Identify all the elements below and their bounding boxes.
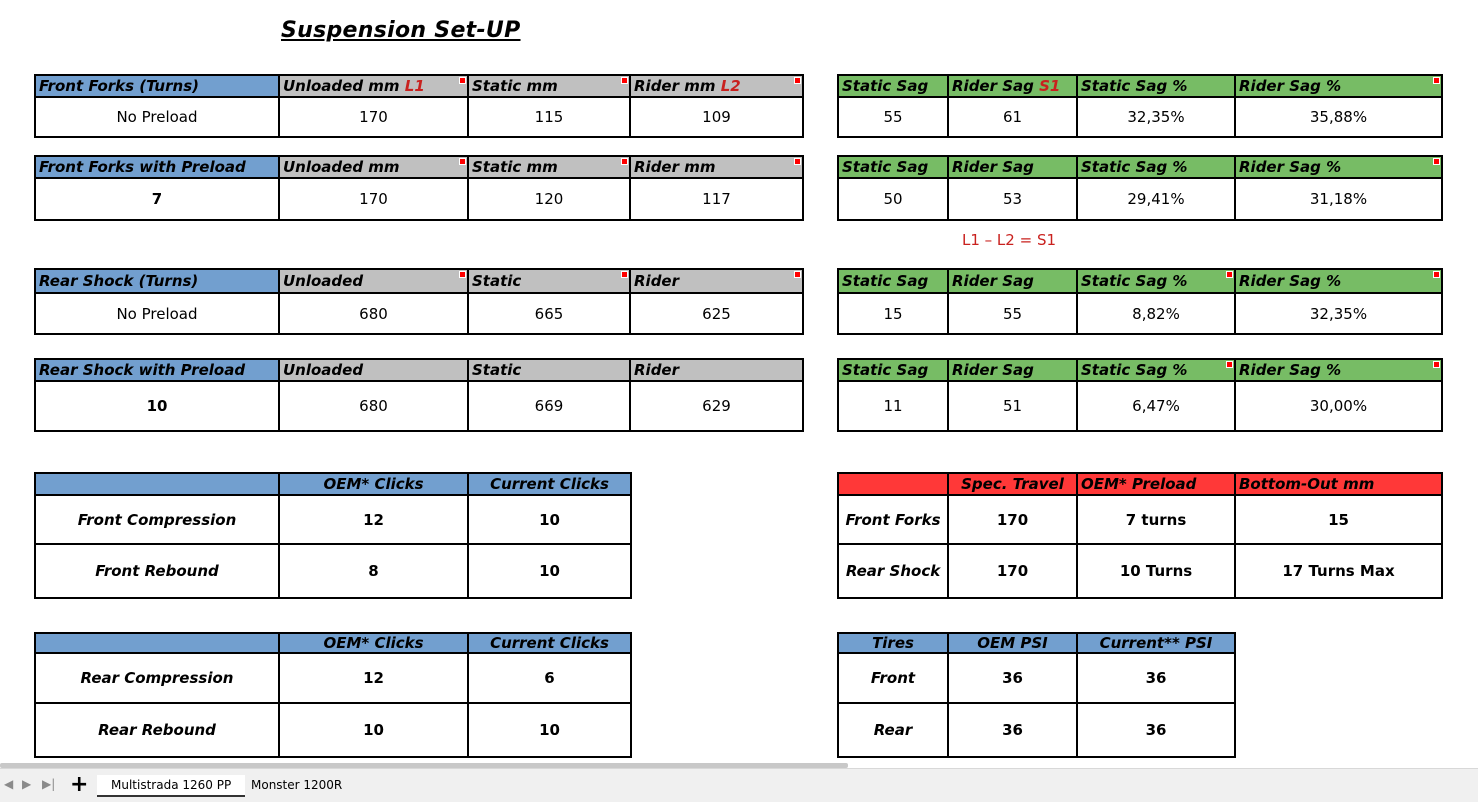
rear-shock-label[interactable]: Rear Shock: [838, 544, 948, 598]
front-tire-current-psi[interactable]: 36: [1077, 653, 1235, 703]
rear-spec-travel[interactable]: 170: [948, 544, 1077, 598]
cell-static-sag[interactable]: 11: [838, 381, 948, 431]
tires-table: [837, 632, 1236, 758]
static-header[interactable]: Static: [468, 269, 630, 293]
comment-marker[interactable]: [794, 271, 801, 278]
oem-clicks-header[interactable]: OEM* Clicks: [279, 633, 468, 653]
rider-mm-header[interactable]: Rider mm L2: [630, 75, 803, 97]
cell-static-sag[interactable]: 55: [838, 97, 948, 137]
rear-clicks-table: [34, 632, 632, 758]
cell-rider[interactable]: 109: [630, 97, 803, 137]
rear-shock-header[interactable]: Rear Shock (Turns): [35, 269, 279, 293]
cell-rider-sag[interactable]: 55: [948, 293, 1077, 334]
cell-static[interactable]: 120: [468, 178, 630, 220]
sheet-tab-multistrada[interactable]: Multistrada 1260 PP: [97, 775, 245, 797]
rear-tire-oem-psi[interactable]: 36: [948, 703, 1077, 757]
rear-oem-preload[interactable]: 10 Turns: [1077, 544, 1235, 598]
cell-static-sag[interactable]: 50: [838, 178, 948, 220]
cell-preload[interactable]: 10: [35, 381, 279, 431]
tires-header[interactable]: Tires: [838, 633, 948, 653]
front-bottom-out[interactable]: 15: [1235, 495, 1442, 544]
rear-tire-current-psi[interactable]: 36: [1077, 703, 1235, 757]
last-sheet-icon[interactable]: ▶|: [42, 777, 56, 791]
cell-static-sag-pct[interactable]: 29,41%: [1077, 178, 1235, 220]
rider-sag-header[interactable]: Rider Sag S1: [948, 75, 1077, 97]
spec-travel-header[interactable]: Spec. Travel: [948, 473, 1077, 495]
static-sag-pct-header[interactable]: Static Sag %: [1077, 75, 1235, 97]
comment-marker[interactable]: [1433, 77, 1440, 84]
front-forks-preload-table: [34, 155, 804, 221]
rear-shock-table: [34, 268, 804, 335]
rear-shock-preload-header[interactable]: Rear Shock with Preload: [35, 359, 279, 381]
rider-mm-header[interactable]: Rider mm: [630, 156, 803, 178]
comment-marker[interactable]: [1433, 271, 1440, 278]
spec-corner[interactable]: [838, 473, 948, 495]
cell-static[interactable]: 115: [468, 97, 630, 137]
cell-rider-sag-pct[interactable]: 30,00%: [1235, 381, 1442, 431]
cell-static-sag-pct[interactable]: 8,82%: [1077, 293, 1235, 334]
static-sag-header[interactable]: Static Sag: [838, 156, 948, 178]
front-spec-travel[interactable]: 170: [948, 495, 1077, 544]
cell-rider[interactable]: 629: [630, 381, 803, 431]
cell-rider-sag-pct[interactable]: 32,35%: [1235, 293, 1442, 334]
cell-rider-sag-pct[interactable]: 31,18%: [1235, 178, 1442, 220]
rear-clicks-corner[interactable]: [35, 633, 279, 653]
front-forks-preload-sag-table: [837, 155, 1443, 221]
comment-marker[interactable]: [459, 158, 466, 165]
rear-bottom-out[interactable]: 17 Turns Max: [1235, 544, 1442, 598]
cell-unloaded[interactable]: 170: [279, 178, 468, 220]
front-rebound-current[interactable]: 10: [468, 544, 631, 598]
unloaded-mm-header[interactable]: Unloaded mm L1: [279, 75, 468, 97]
comment-marker[interactable]: [794, 77, 801, 84]
cell-unloaded[interactable]: 680: [279, 293, 468, 334]
front-compression-oem[interactable]: 12: [279, 495, 468, 544]
cell-static[interactable]: 669: [468, 381, 630, 431]
sheet-tab-bar: [0, 768, 1478, 802]
comment-marker[interactable]: [621, 158, 628, 165]
static-sag-pct-header[interactable]: Static Sag %: [1077, 156, 1235, 178]
comment-marker[interactable]: [621, 77, 628, 84]
cell-rider-sag[interactable]: 51: [948, 381, 1077, 431]
rider-sag-pct-header[interactable]: Rider Sag %: [1235, 359, 1442, 381]
oem-psi-header[interactable]: OEM PSI: [948, 633, 1077, 653]
rear-rebound-oem[interactable]: 10: [279, 703, 468, 757]
spec-table: [837, 472, 1443, 599]
front-forks-preload-header[interactable]: Front Forks with Preload: [35, 156, 279, 178]
cell-static-sag-pct[interactable]: 6,47%: [1077, 381, 1235, 431]
front-rebound-oem[interactable]: 8: [279, 544, 468, 598]
current-clicks-header[interactable]: Current Clicks: [468, 633, 631, 653]
next-sheet-icon[interactable]: ▶: [22, 777, 32, 791]
static-header[interactable]: Static: [468, 359, 630, 381]
static-sag-header[interactable]: Static Sag: [838, 75, 948, 97]
sheet-title: Suspension Set-UP: [281, 18, 521, 43]
rear-shock-preload-sag-table: [837, 358, 1443, 432]
static-sag-header[interactable]: Static Sag: [838, 269, 948, 293]
oem-clicks-header[interactable]: OEM* Clicks: [279, 473, 468, 495]
front-oem-preload[interactable]: 7 turns: [1077, 495, 1235, 544]
oem-preload-header[interactable]: OEM* Preload: [1077, 473, 1235, 495]
rear-shock-preload-table: [34, 358, 804, 432]
comment-marker[interactable]: [621, 271, 628, 278]
static-mm-header[interactable]: Static mm: [468, 75, 630, 97]
cell-static-sag-pct[interactable]: 32,35%: [1077, 97, 1235, 137]
comment-marker[interactable]: [1433, 361, 1440, 368]
rear-compression-oem[interactable]: 12: [279, 653, 468, 703]
cell-preload[interactable]: 7: [35, 178, 279, 220]
rear-rebound-current[interactable]: 10: [468, 703, 631, 757]
rear-shock-sag-table: [837, 268, 1443, 335]
bottom-out-header[interactable]: Bottom-Out mm: [1235, 473, 1442, 495]
front-clicks-table: [34, 472, 632, 599]
rider-sag-pct-header[interactable]: Rider Sag %: [1235, 75, 1442, 97]
cell-static[interactable]: 665: [468, 293, 630, 334]
current-psi-header[interactable]: Current** PSI: [1077, 633, 1235, 653]
unloaded-header[interactable]: Unloaded: [279, 359, 468, 381]
rear-compression-current[interactable]: 6: [468, 653, 631, 703]
sheet-tab-monster[interactable]: Monster 1200R: [251, 778, 343, 792]
unloaded-header[interactable]: Unloaded: [279, 269, 468, 293]
rider-header[interactable]: Rider: [630, 269, 803, 293]
static-mm-header[interactable]: Static mm: [468, 156, 630, 178]
front-forks-table: [34, 74, 804, 138]
front-tire-oem-psi[interactable]: 36: [948, 653, 1077, 703]
rider-header[interactable]: Rider: [630, 359, 803, 381]
front-forks-sag-table: [837, 74, 1443, 138]
comment-marker[interactable]: [459, 77, 466, 84]
rear-rebound-label[interactable]: Rear Rebound: [35, 703, 279, 757]
rider-sag-header[interactable]: Rider Sag: [948, 156, 1077, 178]
rider-sag-pct-header[interactable]: Rider Sag %: [1235, 269, 1442, 293]
sag-formula: L1 – L2 = S1: [962, 231, 1057, 249]
cell-rider[interactable]: 625: [630, 293, 803, 334]
cell-rider-sag[interactable]: 53: [948, 178, 1077, 220]
static-sag-pct-header[interactable]: Static Sag %: [1077, 269, 1235, 293]
rider-sag-pct-header[interactable]: Rider Sag %: [1235, 156, 1442, 178]
unloaded-mm-header[interactable]: Unloaded mm: [279, 156, 468, 178]
comment-marker[interactable]: [794, 158, 801, 165]
static-sag-pct-header[interactable]: Static Sag %: [1077, 359, 1235, 381]
cell-rider-sag-pct[interactable]: 35,88%: [1235, 97, 1442, 137]
cell-preload[interactable]: No Preload: [35, 293, 279, 334]
front-compression-current[interactable]: 10: [468, 495, 631, 544]
cell-rider-sag[interactable]: 61: [948, 97, 1077, 137]
front-forks-label[interactable]: Front Forks: [838, 495, 948, 544]
first-sheet-icon[interactable]: ◀: [4, 777, 14, 791]
front-tire-label[interactable]: Front: [838, 653, 948, 703]
rear-tire-label[interactable]: Rear: [838, 703, 948, 757]
static-sag-header[interactable]: Static Sag: [838, 359, 948, 381]
rider-sag-header[interactable]: Rider Sag: [948, 359, 1077, 381]
comment-marker[interactable]: [1226, 361, 1233, 368]
front-compression-label[interactable]: Front Compression: [35, 495, 279, 544]
comment-marker[interactable]: [459, 271, 466, 278]
rear-compression-label[interactable]: Rear Compression: [35, 653, 279, 703]
comment-marker[interactable]: [1433, 158, 1440, 165]
front-clicks-corner[interactable]: [35, 473, 279, 495]
cell-unloaded[interactable]: 680: [279, 381, 468, 431]
front-rebound-label[interactable]: Front Rebound: [35, 544, 279, 598]
current-clicks-header[interactable]: Current Clicks: [468, 473, 631, 495]
cell-rider[interactable]: 117: [630, 178, 803, 220]
cell-static-sag[interactable]: 15: [838, 293, 948, 334]
comment-marker[interactable]: [1226, 271, 1233, 278]
cell-preload[interactable]: No Preload: [35, 97, 279, 137]
rider-sag-header[interactable]: Rider Sag: [948, 269, 1077, 293]
add-sheet-button[interactable]: +: [70, 772, 89, 797]
front-forks-header[interactable]: Front Forks (Turns): [35, 75, 279, 97]
cell-unloaded[interactable]: 170: [279, 97, 468, 137]
